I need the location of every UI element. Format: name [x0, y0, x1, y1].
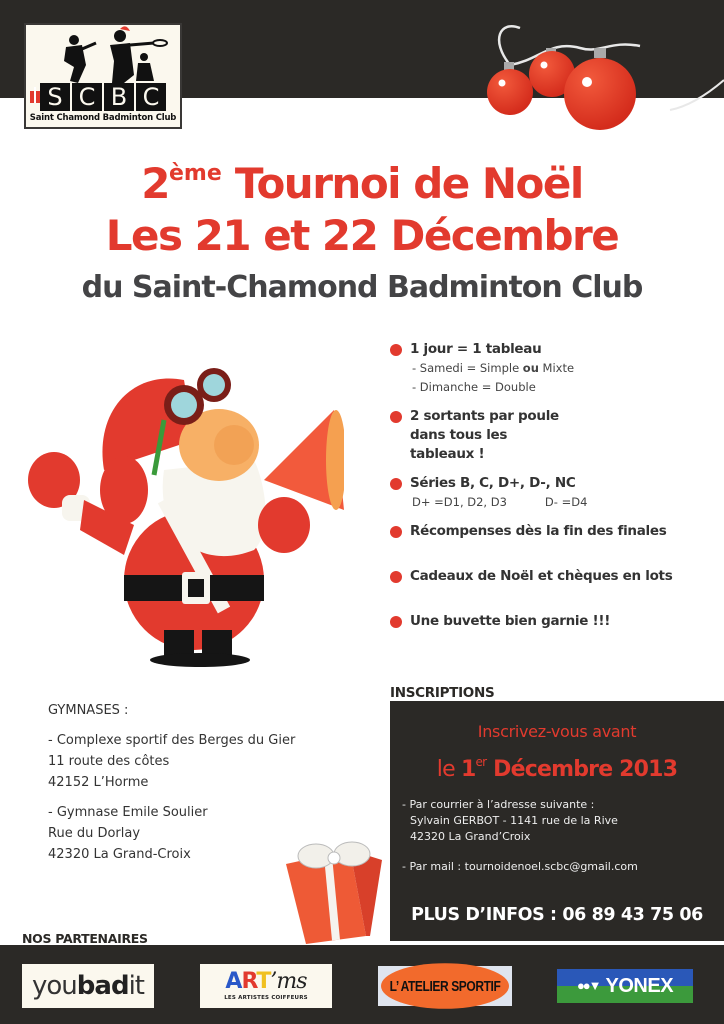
feature-head: 2 sortants par poule — [410, 408, 559, 424]
feature-head: Une buvette bien garnie !!! — [410, 613, 611, 629]
tournament-title: 2ème Tournoi de Noël — [141, 159, 583, 208]
title-block — [0, 148, 724, 308]
venue-street: Rue du Dorlay — [48, 826, 141, 841]
gift-box-icon — [278, 836, 388, 946]
logo-letter: C — [136, 83, 166, 111]
venue-street: 11 route des côtes — [48, 754, 170, 769]
feature-item — [390, 474, 720, 512]
inscriptions-box — [390, 701, 724, 941]
venue — [48, 730, 378, 793]
feature-head: dans tous les — [410, 427, 508, 443]
badminton-players-silhouette-icon — [26, 25, 180, 127]
feature-item — [390, 407, 720, 464]
feature-sub: D+ =D1, D2, D3 D- =D4 — [412, 495, 588, 509]
feature-head: Cadeaux de Noël et chèques en lots — [410, 568, 673, 584]
venue-name: - Gymnase Emile Soulier — [48, 805, 208, 820]
feature-head: Récompenses dès la fin des finales — [410, 523, 667, 539]
gymnases-title: GYMNASES : — [48, 703, 129, 718]
features-list — [390, 340, 720, 641]
partner-yonex-logo[interactable]: ●●▼ YONEX — [557, 969, 693, 1003]
feature-item — [390, 612, 720, 631]
venue-city: 42152 L’Horme — [48, 775, 149, 790]
partner-artms-logo[interactable]: ART’ms LES ARTISTES COIFFEURS — [200, 964, 332, 1008]
santa-megaphone-illustration-icon — [14, 350, 344, 670]
scbc-logo — [24, 23, 182, 129]
feature-head: tableaux ! — [410, 446, 485, 462]
deadline-date: le 1er Décembre 2013 — [436, 755, 678, 782]
feature-head: 1 jour = 1 tableau — [410, 341, 542, 357]
feature-item — [390, 340, 720, 397]
bullet-dot-icon — [390, 478, 402, 490]
feature-sub: - Samedi = Simple ou Mixte — [412, 361, 575, 375]
partner-atelier-sportif-logo[interactable]: L’ ATELIER SPORTIF — [378, 966, 512, 1006]
partners-label: NOS PARTENAIRES — [22, 931, 148, 946]
bullet-dot-icon — [390, 344, 402, 356]
feature-item — [390, 567, 720, 586]
bullet-dot-icon — [390, 526, 402, 538]
feature-sub: - Dimanche = Double — [412, 380, 536, 394]
logo-letter: C — [72, 83, 102, 111]
email-contact[interactable]: - Par mail : tournoidenoel.scbc@gmail.com — [402, 860, 638, 873]
bullet-dot-icon — [390, 571, 402, 583]
postal-address: - Par courrier à l’adresse suivante : Sylvain GERBOT - 1141 rue de la Rive 42320 La Grand’Croix — [402, 798, 618, 843]
yonex-mark-icon: ●●▼ — [576, 978, 600, 993]
club-subtitle: du Saint-Chamond Badminton Club — [81, 270, 643, 305]
feature-head: Séries B, C, D+, D-, NC — [410, 475, 576, 491]
logo-letter: S — [40, 83, 70, 111]
feature-item — [390, 522, 720, 541]
logo-letters — [40, 83, 166, 111]
tournament-dates: Les 21 et 22 Décembre — [105, 211, 619, 260]
venue-name: - Complexe sportif des Berges du Gier — [48, 733, 296, 748]
partner-youbadit-logo[interactable]: you bad it — [22, 964, 154, 1008]
inscriptions-label: INSCRIPTIONS — [390, 685, 495, 701]
logo-subtitle: Saint Chamond Badminton Club — [29, 113, 177, 123]
phone-contact: PLUS D’INFOS : 06 89 43 75 06 — [411, 905, 703, 925]
bullet-dot-icon — [390, 411, 402, 423]
logo-letter: B — [104, 83, 134, 111]
christmas-ornaments-icon — [470, 10, 724, 130]
bullet-dot-icon — [390, 616, 402, 628]
deadline-intro: Inscrivez-vous avant — [477, 722, 637, 741]
venue-city: 42320 La Grand-Croix — [48, 847, 191, 862]
